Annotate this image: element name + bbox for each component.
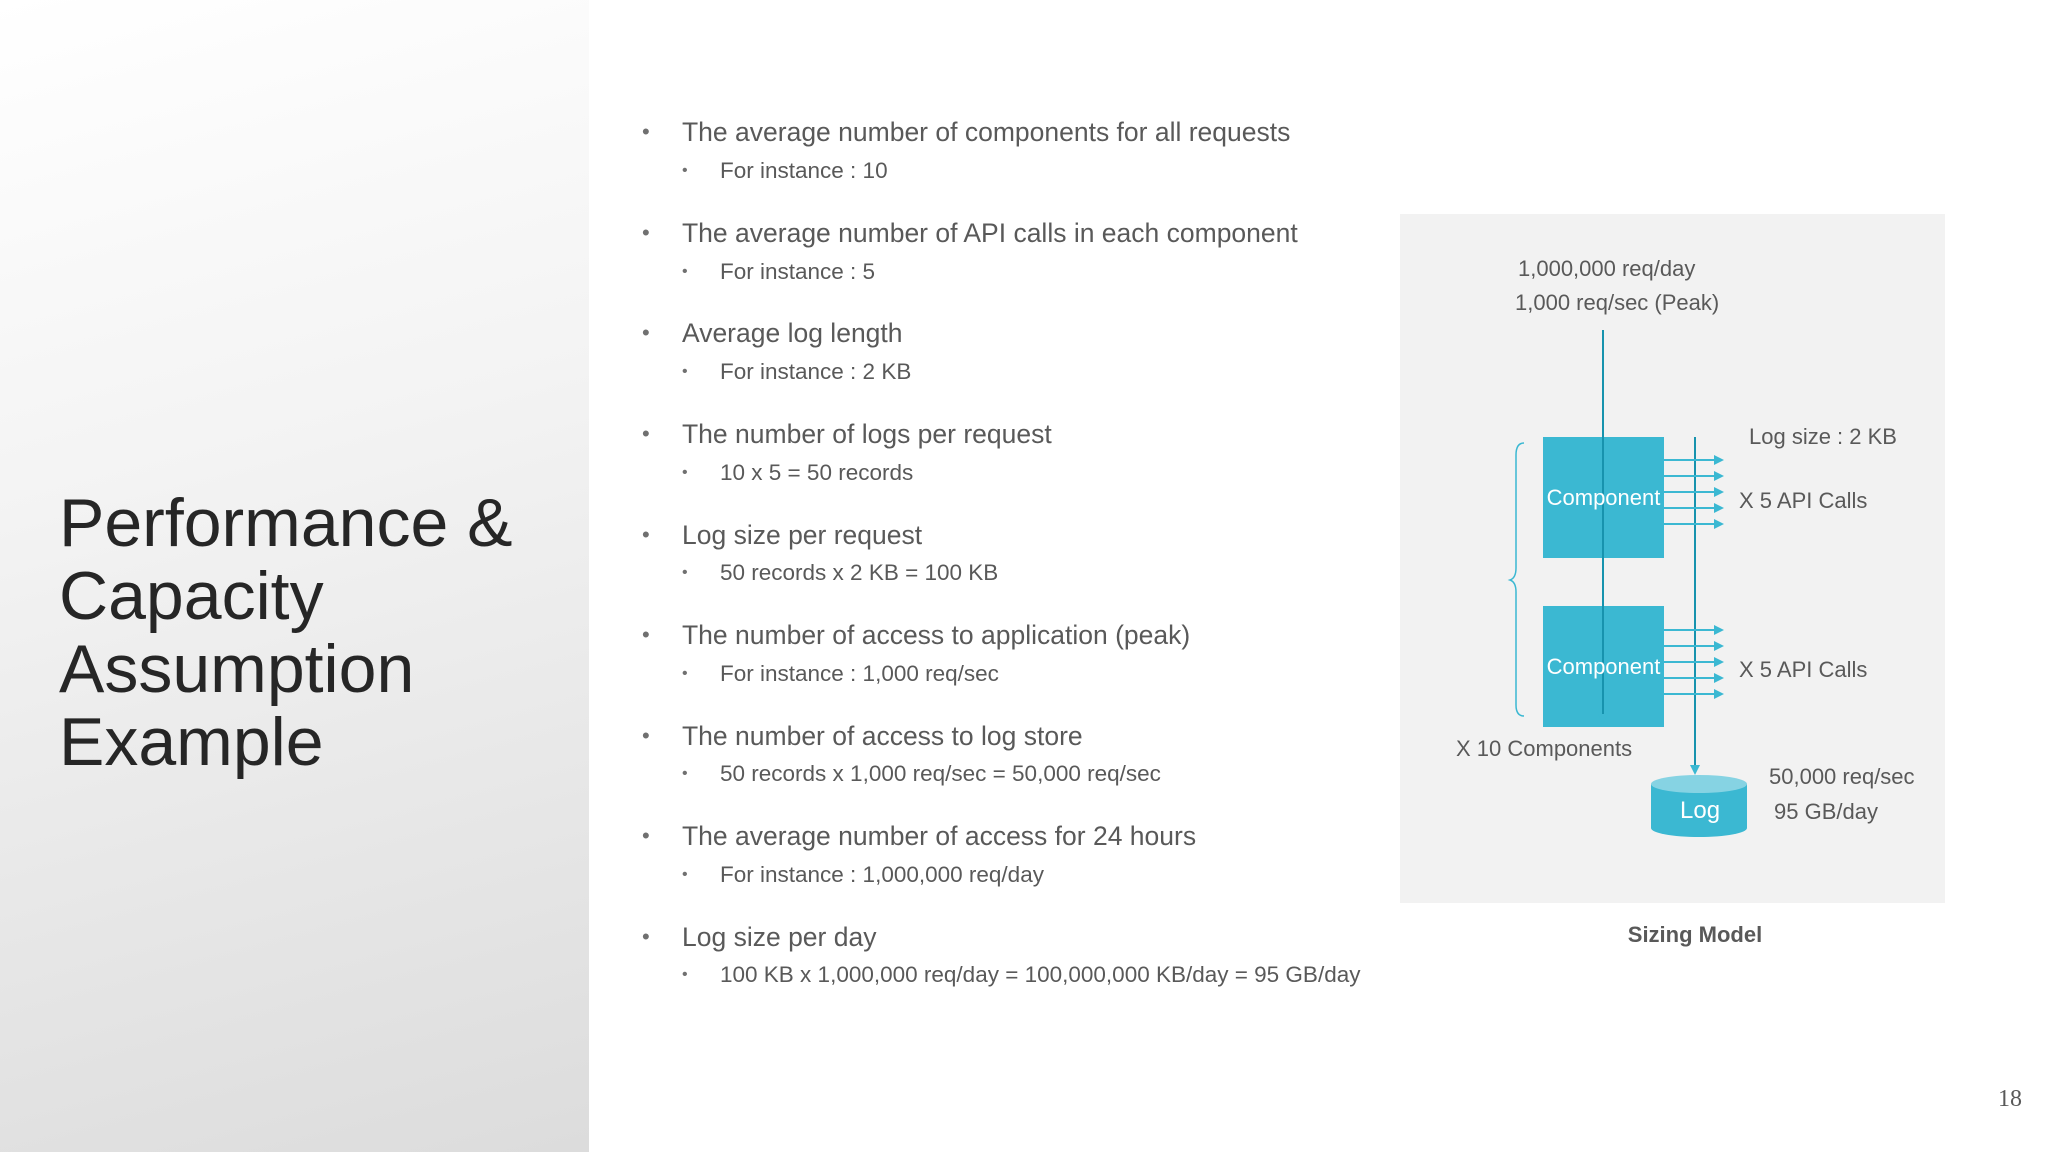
bullet-item: • Average log length (642, 318, 903, 348)
bullet-dot-icon: • (642, 924, 650, 949)
sub-bullet-item: • 50 records x 1,000 req/sec = 50,000 req/sec (682, 761, 1161, 786)
bullet-dot-icon: • (642, 220, 650, 245)
requests-per-day-label: 1,000,000 req/day (1518, 256, 1696, 281)
component-group-brace (1510, 443, 1524, 716)
component-box: Component (1543, 606, 1664, 727)
log-size-label: Log size : 2 KB (1749, 424, 1897, 449)
bullet-dot-icon: • (682, 363, 688, 380)
bullet-item: • The number of logs per request (642, 419, 1052, 449)
bullet-item: • Log size per day (642, 922, 877, 952)
bullet-dot-icon: • (682, 564, 688, 581)
sub-bullet-item: • For instance : 10 (682, 158, 888, 183)
bullet-dot-icon: • (642, 320, 650, 345)
bullet-item: • The average number of access for 24 hours (642, 821, 1197, 851)
bullet-item: • Log size per request (642, 520, 923, 550)
log-rate-label: 50,000 req/sec (1769, 764, 1915, 789)
bullet-dot-icon: • (642, 823, 650, 848)
log-store-label: Log (1680, 797, 1721, 824)
api-calls-label: X 5 API Calls (1739, 657, 1868, 682)
diagram-caption: Sizing Model (1627, 922, 1763, 947)
bullet-dot-icon: • (642, 622, 650, 647)
sub-bullet-item: • 100 KB x 1,000,000 req/day = 100,000,000 KB/day = 95 GB/day (682, 962, 1361, 987)
bullet-dot-icon: • (682, 765, 688, 782)
requests-peak-label: 1,000 req/sec (Peak) (1515, 290, 1720, 315)
bullet-item: • The number of access to log store (642, 721, 1083, 751)
bullet-item: • The average number of API calls in each component (642, 218, 1298, 248)
bullet-dot-icon: • (682, 162, 688, 179)
sub-bullet-item: • 10 x 5 = 50 records (682, 460, 914, 485)
sub-bullet-item: • For instance : 5 (682, 259, 876, 284)
log-daily-label: 95 GB/day (1774, 799, 1878, 824)
page-number: 18 (1998, 1086, 2022, 1112)
components-count-label: X 10 Components (1456, 736, 1633, 761)
slide-title: Performance & Capacity Assumption Example (59, 485, 513, 780)
sub-bullet-item: • For instance : 1,000 req/sec (682, 661, 999, 686)
bullet-item: • The average number of components for all requests (642, 117, 1291, 147)
sub-bullet-item: • For instance : 2 KB (682, 359, 912, 384)
sub-bullet-item: • For instance : 1,000,000 req/day (682, 862, 1044, 887)
api-calls-label: X 5 API Calls (1739, 488, 1868, 513)
bullet-dot-icon: • (642, 522, 650, 547)
bullet-dot-icon: • (642, 119, 650, 144)
bullet-dot-icon: • (682, 263, 688, 280)
component-box: Component (1543, 437, 1664, 558)
bullet-dot-icon: • (682, 866, 688, 883)
bullet-dot-icon: • (682, 966, 688, 983)
bullet-dot-icon: • (642, 723, 650, 748)
bullet-dot-icon: • (682, 665, 688, 682)
bullet-item: • The number of access to application (peak) (642, 620, 1191, 650)
bullet-dot-icon: • (642, 421, 650, 446)
sub-bullet-item: • 50 records x 2 KB = 100 KB (682, 560, 999, 585)
bullet-dot-icon: • (682, 464, 688, 481)
